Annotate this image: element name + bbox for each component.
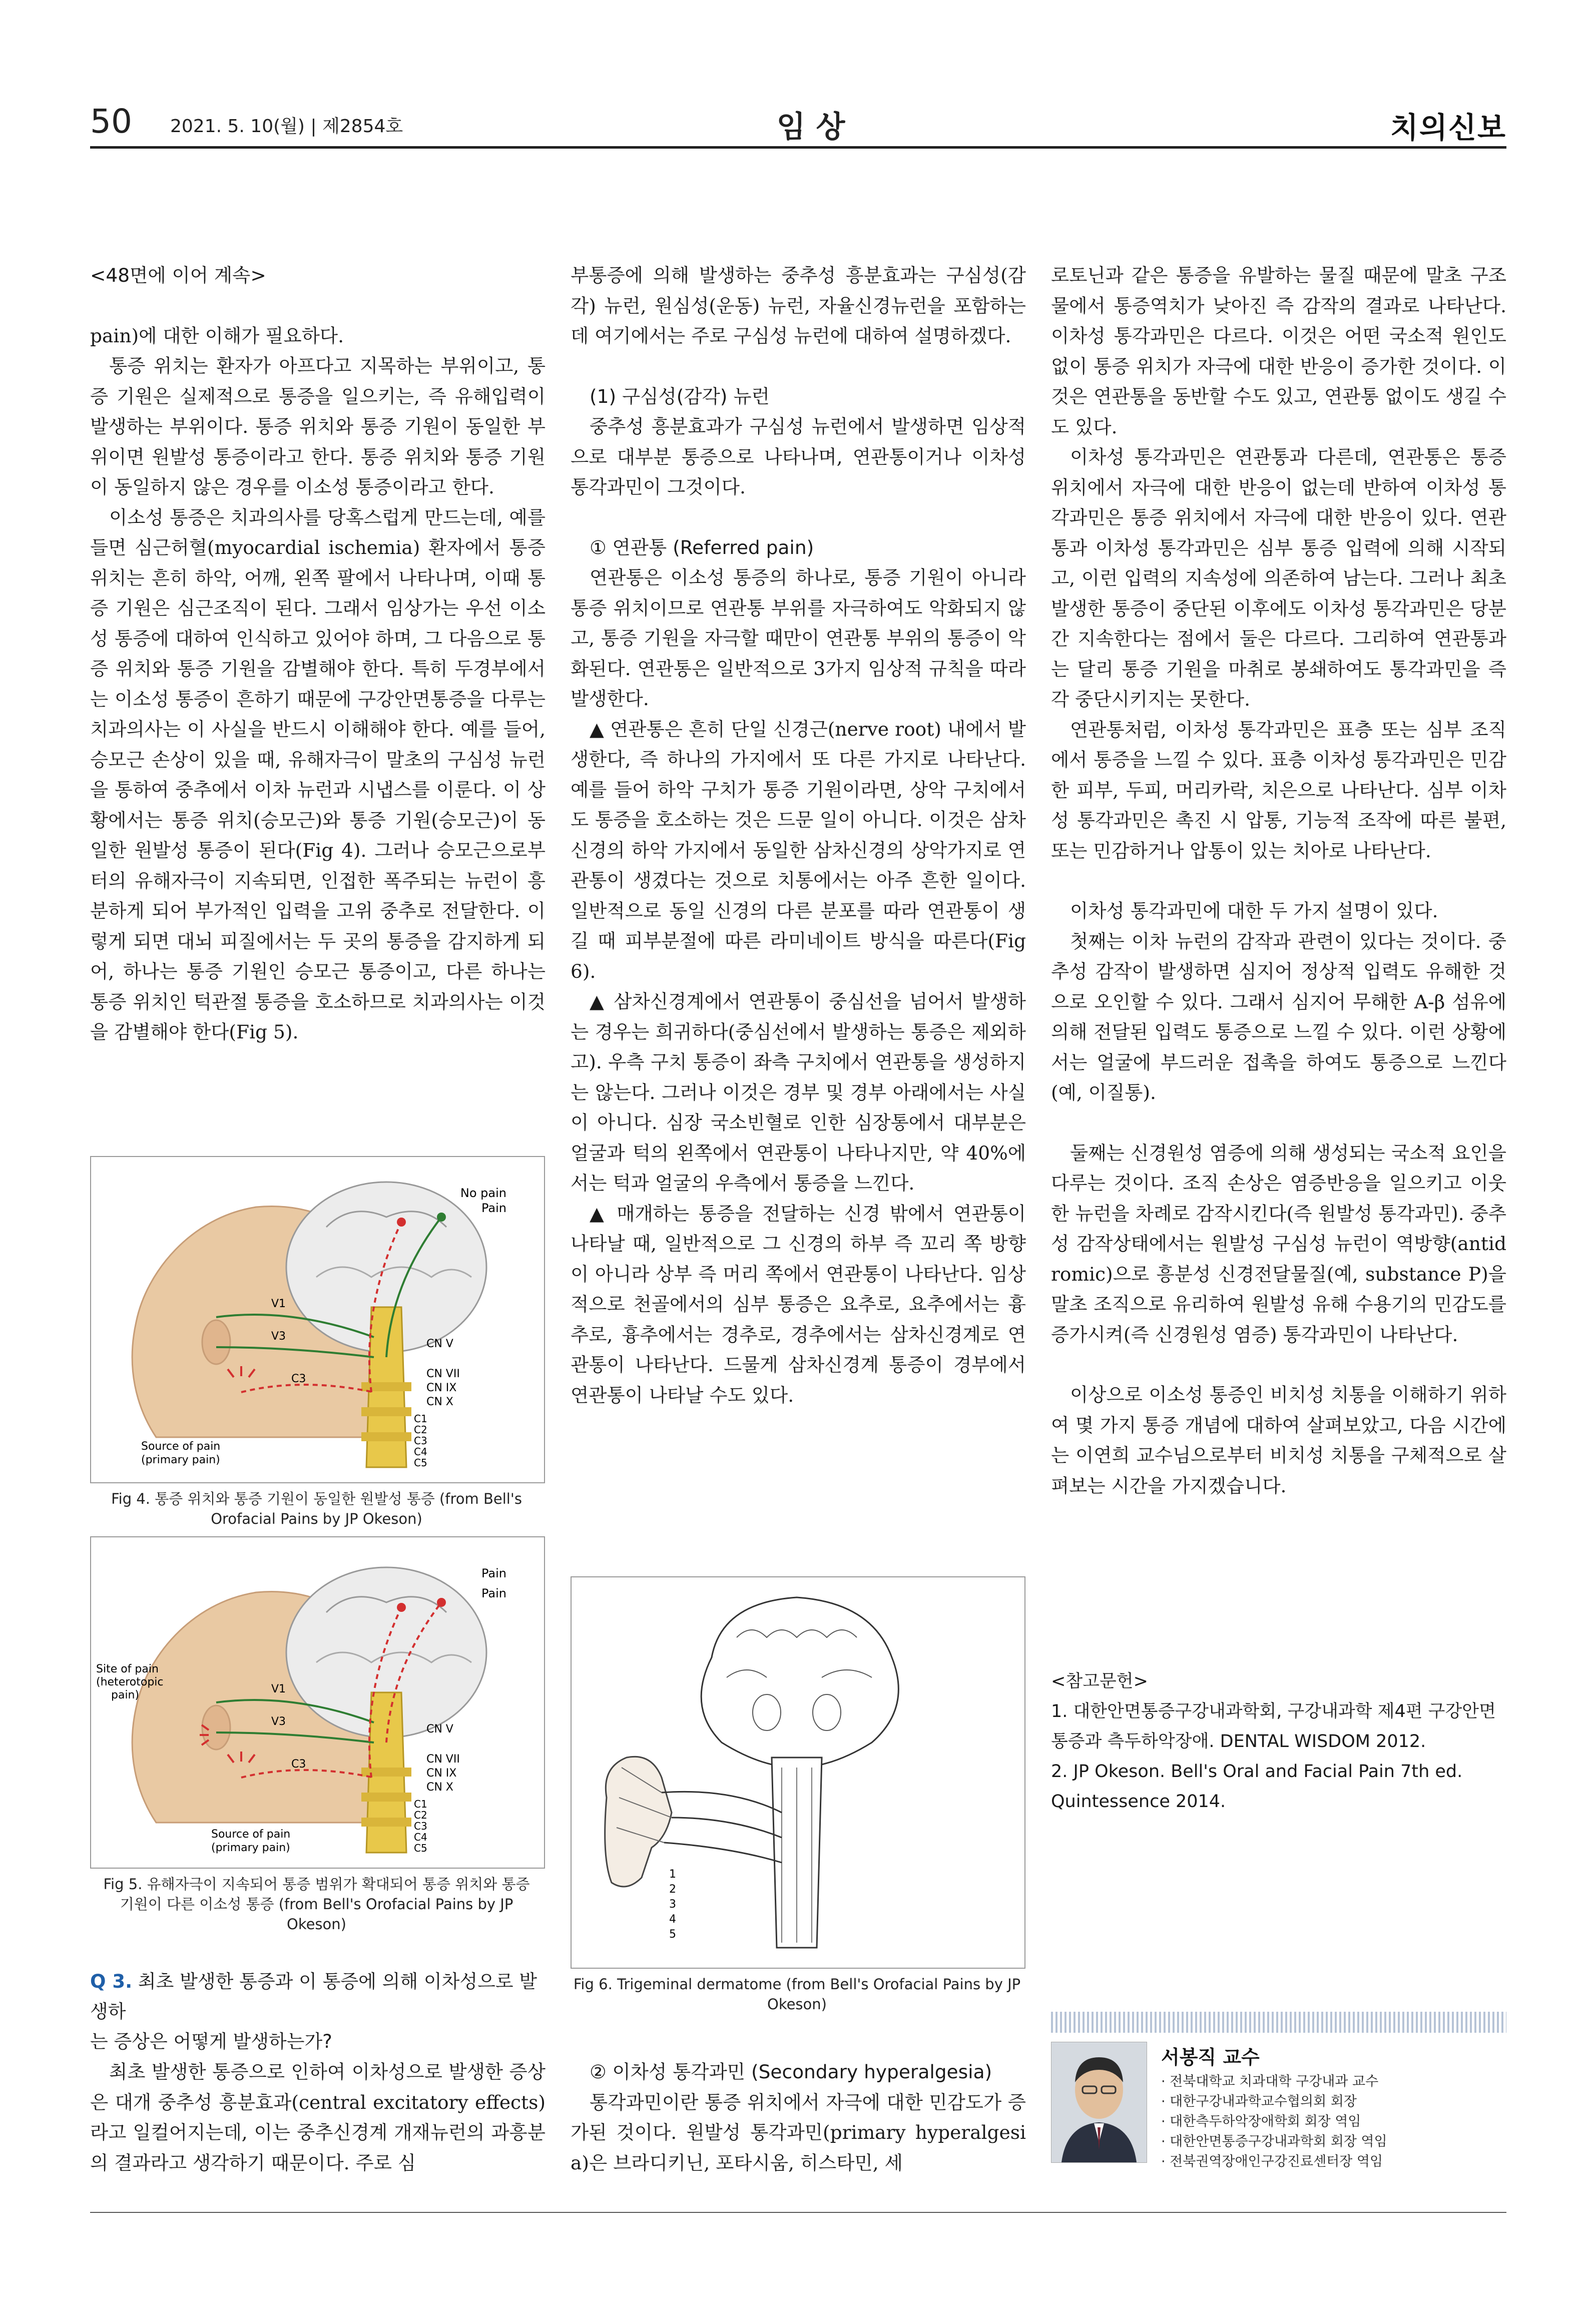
header-divider <box>90 146 1506 149</box>
figure-4 <box>90 1156 545 1483</box>
author-name: 서봉직 교수 <box>1161 2046 1260 2068</box>
continued-note: <48면에 이어 계속> <box>90 264 266 286</box>
paragraph: 이차성 통각과민은 연관통과 다른데, 연관통은 통증 위치에서 자극에 대한 반응이 없는데 반하여 이차성 통각과민은 통증 위치에서 자극에 대한 반응이 있다. 연관통과 이차성 통각과민은 심부 통증 입력에 의해 시작되고, 이런 입력의 지속성에 의존하여 남는다. 그러나 최초 발생한 통증이 중단된 이후에도 이차성 통각과민은 당분간 지속한다는 점에서 둘은 다르다. 그리하여 연관통과는 달리 통증 기원을 마취로 봉쇄하여도 통각과민을 즉각 중단시키지는 못한다. <box>1051 446 1506 710</box>
figure-5 <box>90 1536 545 1869</box>
label-cn10: CN X <box>426 1781 453 1794</box>
paragraph: 이소성 통증은 치과의사를 당혹스럽게 만드는데, 예를 들면 심근허혈(myocardial ischemia) 환자에서 통증 위치는 흔히 하악, 어깨, 왼쪽 팔에서 나타나며, 이때 통증 기원은 심근조직이 된다. 그래서 임상가는 우선 이소성 통증에 대하여 인식하고 있어야 하며, 그 다음으로 통증 위치와 통증 기원을 감별해야 한다. 특히 두경부에서는 이소성 통증이 흔하기 때문에 구강안면통증을 다루는 치과의사는 이 사실을 반드시 이해해야 한다. 예를 들어, 승모근 손상이 있을 때, 유해자극이 말초의 구심성 뉴런을 통하여 중추에서 이차 뉴런과 시냅스를 이룬다. 이 상황에서는 통증 위치(승모근)와 통증 기원(승모근)이 동일한 원발성 통증이 된다(Fig 4). 그러나 승모근으로부터의 유해자극이 지속되면, 인접한 폭주되는 뉴런이 흥분하게 되어 부가적인 입력을 고위 중추로 전달한다. 이렇게 되면 대뇌 피질에서는 두 곳의 통증을 감지하게 되어, 하나는 통증 기원인 승모근 통증이고, 다른 하나는 통증 위치인 턱관절 통증을 호소하므로 치과의사는 이것을 감별해야 한다(Fig 5). <box>90 506 546 1043</box>
label-source: Source of pain <box>211 1828 291 1841</box>
caption-line: Fig 5. 유해자극이 지속되어 통증 범위가 확대되어 통증 위치와 통증 <box>103 1876 530 1893</box>
label-site-sub: (heterotopic <box>96 1676 164 1688</box>
credential-item: · 대한안면통증구강내과학회 회장 역임 <box>1161 2132 1387 2152</box>
paragraph: 연관통처럼, 이차성 통각과민은 표층 또는 심부 조직에서 통증을 느낄 수 있다. 표층 이차성 통각과민은 민감한 피부, 두피, 머리카락, 치은으로 나타난다. 심부 이차성 통각과민은 촉진 시 압통, 기능적 조작에 따른 불편, 또는 민감하거나 압통이 있는 치아로 나타난다. <box>1051 718 1506 862</box>
referred-pain-diagram-icon <box>91 1157 544 1482</box>
label-v3: V3 <box>271 1715 286 1728</box>
author-credentials <box>1161 2072 1387 2172</box>
caption-line: Fig 4. 통증 위치와 통증 기원이 동일한 원발성 통증 (from Bell's <box>111 1490 522 1507</box>
label-1: 1 <box>669 1868 676 1881</box>
label-no-pain: No pain <box>460 1186 506 1200</box>
label-3: 3 <box>669 1898 676 1911</box>
label-c1: C1 <box>414 1798 427 1810</box>
paper-logo: 치의신보 <box>1390 111 1506 145</box>
heterotopic-pain-diagram-icon <box>91 1537 544 1868</box>
label-cn5: CN V <box>426 1338 453 1350</box>
label-v3: V3 <box>271 1330 286 1343</box>
paragraph: 통증 위치는 환자가 아프다고 지목하는 부위이고, 통증 기원은 실제적으로 통증을 일으키는, 즉 유해입력이 발생하는 부위이다. 통증 위치와 통증 기원이 동일한 부위이면 원발성 통증이라고 한다. 통증 위치와 통증 기원이 동일하지 않은 경우를 이소성 통증이라고 한다. <box>90 355 546 498</box>
label-pain: Pain <box>481 1586 506 1600</box>
paragraph: 최초 발생한 통증으로 인하여 이차성으로 발생한 증상은 대개 중추성 흥분효과(central excitatory effects)라고 일컬어지는데, 이는 중추신경계 개재뉴런의 과흥분의 결과라고 생각하기 때문이다. 주로 심 <box>90 2061 546 2174</box>
paragraph: ▲ 삼차신경계에서 연관통이 중심선을 넘어서 발생하는 경우는 희귀하다(중심선에서 발생하는 통증은 제외하고). 우측 구치 통증이 좌측 구치에서 연관통을 생성하지는 않는다. 그러나 이것은 경부 및 경부 아래에서는 사실이 아니다. 심장 국소빈혈로 인한 심장통에서 대부분은 얼굴과 턱의 왼쪽에서 연관통이 나타나지만, 약 40%에서는 턱과 얼굴의 우측에서 통증을 느낀다. <box>571 990 1026 1194</box>
column-2-bottom <box>571 2057 1026 2178</box>
figure-5-caption <box>90 1874 543 1934</box>
subheading: (1) 구심성(감각) 뉴런 <box>590 385 770 407</box>
label-cn9: CN IX <box>426 1382 457 1394</box>
paragraph: 둘째는 신경원성 염증에 의해 생성되는 국소적 요인을 다루는 것이다. 조직 손상은 염증반응을 일으키고 이웃한 뉴런을 차례로 감작시킨다(즉 원발성 통각과민). 중추성 감작상태에서는 원발성 구심성 뉴런이 역방향(antidromic)으로 흥분성 신경전달물질(예, substance P)을 말초 조직으로 유리하여 원발성 유해 수용기의 민감도를 증가시켜(즉 신경원성 염증) 통각과민이 나타난다. <box>1051 1141 1506 1346</box>
label-c2: C2 <box>414 1424 427 1436</box>
caption-line: Orofacial Pains by JP Okeson) <box>211 1510 422 1527</box>
label-4: 4 <box>669 1913 676 1926</box>
paragraph: 이차성 통각과민에 대한 두 가지 설명이 있다. <box>1070 900 1438 922</box>
column-1-bottom <box>90 2057 546 2178</box>
trigeminal-dermatome-diagram-icon <box>572 1577 1024 1968</box>
label-c1: C1 <box>414 1413 427 1425</box>
label-c4: C4 <box>414 1446 427 1458</box>
paragraph: pain)에 대한 이해가 필요하다. <box>90 324 344 347</box>
reference-item: 2. JP Okeson. Bell's Oral and Facial Pain 7th ed. Quintessence 2014. <box>1051 1762 1463 1812</box>
label-5: 5 <box>669 1928 676 1941</box>
label-2: 2 <box>669 1883 676 1896</box>
label-cn7: CN VII <box>426 1368 460 1380</box>
label-c3: C3 <box>291 1758 306 1771</box>
label-source-sub: (primary pain) <box>211 1842 290 1854</box>
section-title: 임 상 <box>776 110 845 145</box>
credential-item: · 전북권역장애인구강진료센터장 역임 <box>1161 2152 1387 2172</box>
question-label: Q 3. <box>90 1971 133 1992</box>
caption-line: 기원이 다른 이소성 통증 (from Bell's Orofacial Pains by JP Okeson) <box>120 1896 513 1933</box>
page-number: 50 <box>90 102 132 141</box>
footer-divider <box>90 2212 1506 2213</box>
label-c2: C2 <box>414 1809 427 1821</box>
figure-6-caption <box>571 1974 1023 2014</box>
label-c3b: C3 <box>414 1820 427 1832</box>
question-3 <box>90 1967 546 2057</box>
label-source-sub: (primary pain) <box>141 1454 220 1466</box>
page-header <box>90 102 1506 145</box>
paragraph: 이상으로 이소성 통증인 비치성 치통을 이해하기 위하여 몇 가지 통증 개념에 대하여 살펴보았고, 다음 시간에는 이연희 교수님으로부터 비치성 치통을 구체적으로 살펴보는 시간을 가지겠습니다. <box>1051 1384 1506 1497</box>
subheading: ① 연관통 (Referred pain) <box>590 536 814 558</box>
label-pain: Pain <box>481 1201 506 1215</box>
label-v1: V1 <box>271 1298 286 1310</box>
issue-info: 2021. 5. 10(월) | 제2854호 <box>170 116 403 137</box>
caption-line: Okeson) <box>767 1996 827 2013</box>
figure-4-caption <box>90 1489 543 1529</box>
paragraph: 첫째는 이차 뉴런의 감작과 관련이 있다는 것이다. 중추성 감작이 발생하면 심지어 정상적 입력도 유해한 것으로 오인할 수 있다. 그래서 심지어 무해한 A-β 섬유에 의해 전달된 입력도 통증으로 느낄 수 있다. 이런 상황에서는 얼굴에 부드러운 접촉을 하여도 통증으로 느낀다(예, 이질통). <box>1051 930 1506 1103</box>
references <box>1051 1666 1506 1817</box>
paragraph: 통각과민이란 통증 위치에서 자극에 대한 민감도가 증가된 것이다. 원발성 통각과민(primary hyperalgesia)은 브라디키닌, 포타시움, 히스타민, 세 <box>571 2091 1026 2174</box>
column-3 <box>1051 260 1506 1501</box>
paragraph: ▲ 매개하는 통증을 전달하는 신경 밖에서 연관통이 나타날 때, 일반적으로 그 신경의 하부 즉 꼬리 쪽 방향이 아니라 상부 즉 머리 쪽에서 연관통이 나타난다. 임상적으로 천골에서의 심부 통증은 요추로, 요추에서는 흉추로, 흉추에서는 경추로, 경추에서는 삼차신경계로 연관통이 나타난다. 드물게 삼차신경계 통증이 경부에서 연관통이 나타날 수도 있다. <box>571 1202 1026 1406</box>
label-cn9: CN IX <box>426 1767 457 1780</box>
label-cn7: CN VII <box>426 1753 460 1766</box>
question-text: 는 증상은 어떻게 발생하는가? <box>90 2031 332 2052</box>
label-pain: Pain <box>481 1566 506 1580</box>
label-c5: C5 <box>414 1457 427 1469</box>
label-c5: C5 <box>414 1842 427 1854</box>
references-title: <참고문헌> <box>1051 1671 1148 1691</box>
paragraph: ▲ 연관통은 흔히 단일 신경근(nerve root) 내에서 발생한다, 즉 하나의 가지에서 또 다른 가지로 나타난다. 예를 들어 하악 구치가 통증 기원이라면, 상악 구치에서도 통증을 호소하는 것은 드문 일이 아니다. 이것은 삼차신경의 하악 가지에서 동일한 삼차신경의 상악가지로 연관통이 생겼다는 것으로 치통에서는 아주 흔한 일이다. 일반적으로 동일 신경의 다른 분포를 따라 연관통이 생길 때 피부분절에 따른 라미네이트 방식을 따른다(Fig 6). <box>571 718 1026 982</box>
subheading: ② 이차성 통각과민 (Secondary hyperalgesia) <box>590 2061 992 2083</box>
label-c3b: C3 <box>414 1435 427 1447</box>
label-site-sub: pain) <box>111 1689 140 1701</box>
credential-item: · 전북대학교 치과대학 구강내과 교수 <box>1161 2072 1387 2092</box>
author-photo <box>1051 2042 1147 2163</box>
credential-item: · 대한측두하악장애학회 회장 역임 <box>1161 2112 1387 2132</box>
label-c3: C3 <box>291 1373 306 1385</box>
column-1 <box>90 260 546 1047</box>
paragraph: 연관통은 이소성 통증의 하나로, 통증 기원이 아니라 통증 위치이므로 연관통 부위를 자극하여도 악화되지 않고, 통증 기원을 자극할 때만이 연관통 부위의 통증이 악화된다. 연관통은 일반적으로 3가지 임상적 규칙을 따라 발생한다. <box>571 566 1026 710</box>
column-2 <box>571 260 1026 1410</box>
label-cn10: CN X <box>426 1396 453 1408</box>
question-text: 최초 발생한 통증과 이 통증에 의해 이차성으로 발생하 <box>90 1971 538 2022</box>
label-source: Source of pain <box>141 1440 221 1453</box>
reference-item: 1. 대한안면통증구강내과학회, 구강내과학 제4편 구강안면통증과 측두하악장애. DENTAL WISDOM 2012. <box>1051 1701 1496 1752</box>
figure-6 <box>571 1576 1025 1969</box>
paragraph: 중추성 흥분효과가 구심성 뉴런에서 발생하면 임상적으로 대부분 통증으로 나타나며, 연관통이거나 이차성 통각과민이 그것이다. <box>571 415 1026 498</box>
person-icon <box>1051 2042 1147 2162</box>
paragraph: 부통증에 의해 발생하는 중추성 흥분효과는 구심성(감각) 뉴런, 원심성(운동) 뉴런, 자율신경뉴런을 포함하는데 여기에서는 주로 구심성 뉴런에 대하여 설명하겠다. <box>571 264 1026 347</box>
author-divider <box>1051 2012 1506 2033</box>
paragraph: 로토닌과 같은 통증을 유발하는 물질 때문에 말초 구조물에서 통증역치가 낮아진 즉 감작의 결과로 나타난다. 이차성 통각과민은 다르다. 이것은 어떤 국소적 원인도 없이 통증 위치가 자극에 대한 반응이 증가한 것이다. 이것은 연관통을 동반할 수도 있고, 연관통 없이도 생길 수도 있다. <box>1051 264 1506 438</box>
label-cn5: CN V <box>426 1723 453 1735</box>
credential-item: · 대한구강내과학교수협의회 회장 <box>1161 2092 1387 2112</box>
label-v1: V1 <box>271 1683 286 1695</box>
label-site: Site of pain <box>96 1663 159 1675</box>
label-c4: C4 <box>414 1831 427 1843</box>
caption-line: Fig 6. Trigeminal dermatome (from Bell's Orofacial Pains by JP <box>573 1976 1021 1993</box>
